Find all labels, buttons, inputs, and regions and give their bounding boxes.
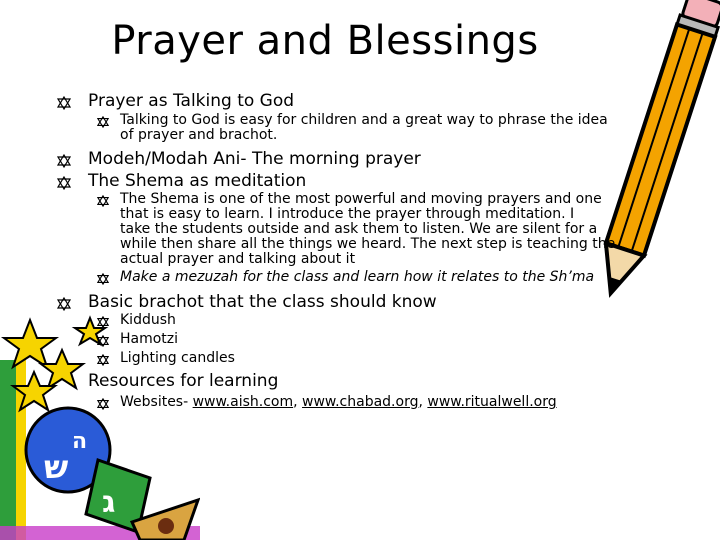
star-of-david-bullet-icon bbox=[57, 297, 71, 311]
link-chabad[interactable]: www.chabad.org bbox=[302, 394, 419, 410]
slide-title: Prayer and Blessings bbox=[111, 18, 539, 64]
subbullet-text: while then share all the things we heard. The next step is teaching the bbox=[120, 236, 616, 252]
subbullet-lighting-candles: Lighting candles bbox=[120, 350, 235, 366]
star-of-david-bullet-icon bbox=[97, 335, 111, 349]
star-of-david-bullet-icon bbox=[97, 316, 111, 330]
subbullet-hamotzi: Hamotzi bbox=[120, 331, 179, 347]
bullet-modeh-ani: Modeh/Modah Ani- The morning prayer bbox=[88, 149, 421, 169]
subbullet-kiddush: Kiddush bbox=[120, 312, 176, 328]
star-of-david-bullet-icon bbox=[97, 273, 111, 287]
bullet-shema: The Shema as meditation bbox=[88, 171, 307, 191]
link-aish[interactable]: www.aish.com bbox=[192, 394, 294, 410]
websites-label: Websites- bbox=[120, 394, 189, 410]
bullet-prayer-as-talking: Prayer as Talking to God bbox=[88, 91, 295, 111]
subbullet-text: Make a mezuzah for the class and learn how it relates to the Sh’ma bbox=[120, 269, 595, 285]
subbullet-text: actual prayer and talking about it bbox=[120, 251, 356, 267]
subbullet-text: The Shema is one of the most powerful and moving prayers and one bbox=[120, 191, 602, 207]
subbullet-text: of prayer and brachot. bbox=[120, 127, 278, 143]
bullet-resources: Resources for learning bbox=[88, 371, 279, 391]
star-of-david-bullet-icon bbox=[57, 176, 71, 190]
star-of-david-bullet-icon bbox=[97, 116, 111, 130]
bullet-basic-brachot: Basic brachot that the class should know bbox=[88, 292, 437, 312]
subbullet-text: take the students outside and ask them to listen. We are silent for a bbox=[120, 221, 598, 237]
subbullet-text: Talking to God is easy for children and a great way to phrase the idea bbox=[120, 112, 608, 128]
dreidel-letter: ש bbox=[44, 448, 69, 486]
star-of-david-bullet-icon bbox=[97, 195, 111, 209]
dreidel-letter: ג bbox=[102, 485, 116, 520]
link-ritualwell[interactable]: www.ritualwell.org bbox=[427, 394, 557, 410]
subbullet-text: that is easy to learn. I introduce the prayer through meditation. I bbox=[120, 206, 575, 222]
dreidel-letter: ה bbox=[72, 429, 88, 454]
link-separator: , bbox=[293, 394, 298, 410]
star-of-david-bullet-icon bbox=[57, 96, 71, 110]
websites-line bbox=[120, 394, 557, 410]
star-of-david-bullet-icon bbox=[97, 354, 111, 368]
star-of-david-bullet-icon bbox=[97, 398, 111, 412]
link-separator: , bbox=[418, 394, 423, 410]
star-of-david-bullet-icon bbox=[57, 154, 71, 168]
